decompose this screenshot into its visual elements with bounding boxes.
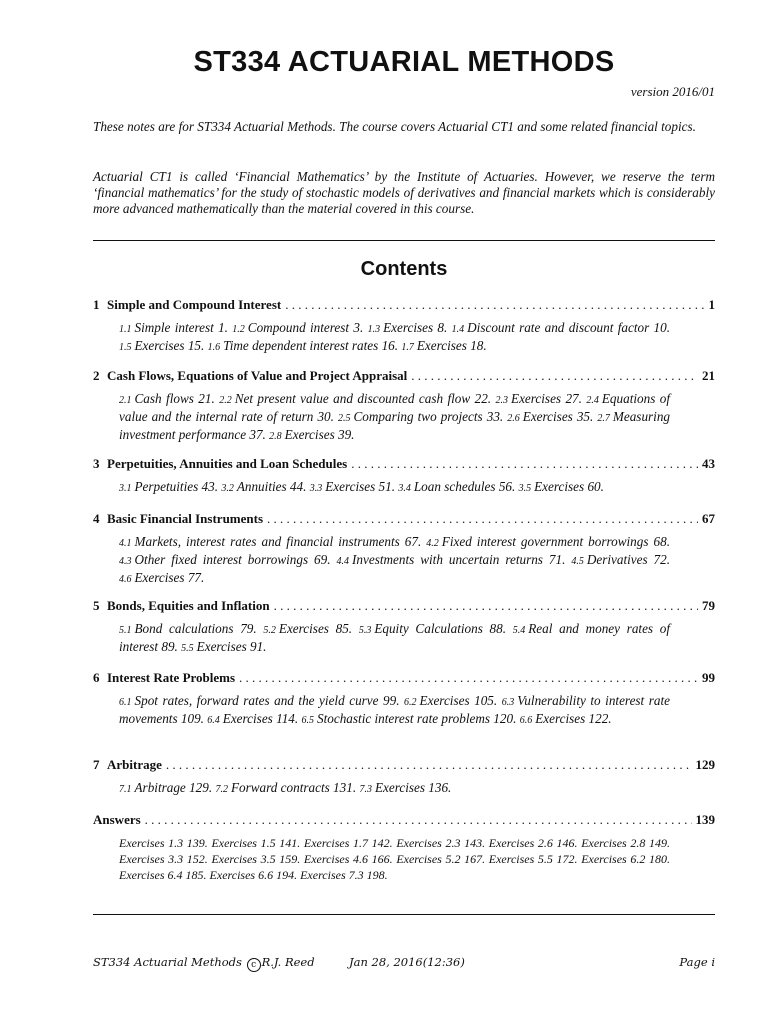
section-number: 4.4 — [336, 556, 349, 567]
section-number: 1.2 — [232, 324, 245, 335]
section-entry[interactable] — [269, 427, 354, 442]
section-entry[interactable] — [119, 780, 212, 795]
chapter-title: Interest Rate Problems — [107, 670, 236, 685]
contents-heading: Contents — [360, 258, 448, 280]
chapter-title: Basic Financial Instruments — [107, 511, 264, 526]
section-title: Exercises 91. — [196, 639, 267, 654]
section-title: Vulnerability to interest rate movements 109. — [119, 693, 670, 726]
section-number: 2.7 — [597, 413, 610, 424]
section-entry[interactable] — [215, 780, 356, 795]
section-number: 1.3 — [367, 324, 381, 335]
section-title: Exercises 15. — [134, 338, 205, 353]
intro-paragraph-2: Actuarial CT1 is called ‘Financial Mathematics’ by the Institute of Actuaries. However, we reserve the term ‘financial mathematics’ for the study of stochastic models of derivatives and financial markets which is considerably more advanced mathematically than the material covered in this course. — [93, 169, 715, 216]
toc-chapter-line[interactable] — [93, 456, 715, 472]
chapter-number: 5 — [93, 598, 100, 613]
section-entry[interactable] — [119, 479, 218, 494]
toc-chapter — [93, 757, 715, 798]
section-number: 7.1 — [119, 784, 132, 795]
section-title: Exercises 85. — [278, 621, 353, 636]
section-entry[interactable] — [571, 552, 670, 567]
section-title: Exercises 60. — [534, 479, 604, 494]
section-number: 4.1 — [119, 538, 132, 549]
chapter-number: 6 — [93, 670, 100, 685]
section-number: 2.1 — [119, 395, 132, 406]
section-entry[interactable] — [181, 639, 266, 654]
answer-entry[interactable]: Exercises 4.6 166. — [303, 852, 393, 866]
section-entry[interactable] — [119, 320, 228, 335]
section-title: Perpetuities 43. — [134, 479, 219, 494]
footer-course: ST334 Actuarial Methods — [93, 955, 242, 969]
answer-entry[interactable]: Exercises 5.2 167. — [396, 852, 486, 866]
section-list — [119, 391, 670, 445]
chapter-page-number: 67 — [702, 511, 715, 526]
section-title: Arbitrage 129. — [134, 780, 213, 795]
section-title: Annuities 44. — [236, 479, 307, 494]
answer-entry[interactable]: Exercises 6.2 180. — [581, 852, 670, 866]
section-entry[interactable] — [496, 391, 582, 406]
section-entry[interactable] — [219, 391, 491, 406]
toc-chapter — [93, 511, 715, 588]
section-list — [119, 780, 670, 798]
section-title: Net present value and discounted cash flow 22. — [234, 391, 492, 406]
section-title: Exercises 136. — [374, 780, 452, 795]
section-entry[interactable] — [207, 711, 298, 726]
section-number: 5.2 — [263, 625, 276, 636]
answer-entry[interactable]: Exercises 6.6 194. — [209, 868, 298, 882]
dot-leader — [274, 598, 698, 614]
dot-leader — [267, 511, 698, 527]
section-entry[interactable] — [119, 391, 215, 406]
section-title: Simple interest 1. — [134, 320, 228, 335]
section-title: Exercises 8. — [383, 320, 448, 335]
section-number: 3.2 — [221, 483, 234, 494]
section-list — [119, 320, 670, 356]
section-title: Exercises 39. — [284, 427, 355, 442]
section-number: 2.8 — [269, 431, 282, 442]
chapter-number: 2 — [93, 368, 100, 383]
toc-chapter-line[interactable] — [93, 368, 715, 384]
section-number: 4.5 — [571, 556, 584, 567]
section-number: 2.2 — [219, 395, 232, 406]
section-number: 6.3 — [501, 697, 515, 708]
section-title: Exercises 77. — [134, 570, 205, 585]
section-number: 5.3 — [358, 625, 372, 636]
section-number: 4.6 — [119, 574, 132, 585]
section-title: Exercises 35. — [522, 409, 594, 424]
footer-date: Jan 28, 2016(12:36) — [349, 955, 465, 969]
section-title: Bond calculations 79. — [134, 621, 257, 636]
answer-entry[interactable]: Exercises 2.3 143. — [396, 836, 486, 850]
section-title: Exercises 27. — [511, 391, 582, 406]
document-title: ST334 ACTUARIAL METHODS — [193, 46, 615, 78]
section-number: 1.6 — [207, 342, 221, 353]
section-entry[interactable] — [519, 479, 604, 494]
section-title: Exercises 18. — [416, 338, 487, 353]
chapter-page-number: 1 — [708, 297, 715, 312]
toc-chapter-line[interactable] — [93, 297, 715, 313]
section-entry[interactable] — [452, 320, 670, 335]
section-number: 5.4 — [512, 625, 526, 636]
chapter-number: 4 — [93, 511, 100, 526]
section-title: Measuring investment performance 37. — [119, 409, 671, 442]
footer-author: R.J. Reed — [261, 955, 315, 969]
intro-paragraph-1: These notes are for ST334 Actuarial Methods. The course covers Actuarial CT1 and some related financial topics. — [93, 119, 696, 134]
section-title: Real and money rates of interest 89. — [119, 621, 671, 654]
dot-leader — [166, 757, 692, 773]
section-entry[interactable] — [119, 621, 257, 636]
section-number: 6.6 — [519, 715, 533, 726]
section-number: 5.1 — [119, 625, 132, 636]
section-entry[interactable] — [119, 570, 204, 585]
section-entry[interactable] — [359, 621, 506, 636]
answer-entry[interactable]: Exercises 5.5 172. — [488, 852, 578, 866]
copyright-icon: c — [247, 958, 261, 972]
section-number: 3.3 — [309, 483, 323, 494]
answers-page-number: 139 — [695, 812, 715, 827]
section-entry[interactable] — [398, 479, 515, 494]
section-entry[interactable] — [507, 409, 593, 424]
section-number: 1.7 — [401, 342, 414, 353]
section-title: Discount rate and discount factor 10. — [467, 320, 671, 335]
dot-leader — [145, 812, 692, 828]
section-title: Investments with uncertain returns 71. — [352, 552, 566, 567]
chapter-number: 7 — [93, 757, 100, 772]
section-number: 4.3 — [119, 556, 132, 567]
section-list — [119, 479, 670, 497]
section-title: Compound interest 3. — [247, 320, 364, 335]
section-number: 2.5 — [337, 413, 351, 424]
bottom-rule — [93, 914, 715, 915]
section-title: Loan schedules 56. — [413, 479, 516, 494]
section-title: Forward contracts 131. — [230, 780, 357, 795]
section-entry[interactable] — [221, 479, 306, 494]
dot-leader — [411, 368, 698, 384]
footer-left — [93, 955, 315, 972]
section-entry[interactable] — [310, 479, 395, 494]
section-entry[interactable] — [263, 621, 352, 636]
answers-title: Answers — [93, 812, 141, 827]
section-number: 6.1 — [119, 697, 132, 708]
section-number: 7.2 — [215, 784, 228, 795]
section-entry[interactable] — [401, 338, 486, 353]
section-number: 1.5 — [119, 342, 132, 353]
footer-page-number: Page i — [679, 955, 715, 969]
section-list — [119, 621, 670, 657]
document-page — [93, 0, 715, 1024]
toc-chapter-line[interactable] — [93, 511, 715, 527]
section-entry[interactable] — [232, 320, 363, 335]
section-title: Time dependent interest rates 16. — [223, 338, 399, 353]
section-title: Markets, interest rates and financial instruments 67. — [134, 534, 422, 549]
answer-entry[interactable]: Exercises 1.5 141. — [211, 836, 301, 850]
section-title: Other fixed interest borrowings 69. — [134, 552, 331, 567]
section-number: 1.1 — [119, 324, 132, 335]
section-title: Spot rates, forward rates and the yield curve 99. — [134, 693, 400, 708]
toc-chapter-line[interactable] — [93, 598, 715, 614]
section-entry[interactable] — [119, 338, 204, 353]
dot-leader — [351, 456, 698, 472]
answer-entry[interactable]: Exercises 6.4 185. — [119, 868, 207, 882]
section-title: Exercises 105. — [419, 693, 498, 708]
section-entry[interactable] — [368, 320, 448, 335]
toc-chapter — [93, 297, 715, 356]
section-number: 3.5 — [518, 483, 532, 494]
section-entry[interactable] — [426, 534, 670, 549]
section-title: Stochastic interest rate problems 120. — [317, 711, 517, 726]
toc-chapter — [93, 670, 715, 729]
chapter-number: 1 — [93, 297, 100, 312]
section-title: Exercises 122. — [535, 711, 612, 726]
chapter-number: 3 — [93, 456, 100, 471]
dot-leader — [239, 670, 698, 686]
answer-entry[interactable]: Exercises 3.3 152. — [119, 852, 208, 866]
section-number: 2.3 — [495, 395, 509, 406]
section-title: Equity Calculations 88. — [374, 621, 507, 636]
section-entry[interactable] — [337, 552, 566, 567]
page-footer — [93, 955, 715, 971]
toc-answers — [93, 812, 715, 883]
section-entry[interactable] — [338, 409, 503, 424]
answer-entry[interactable]: Exercises 2.6 146. — [488, 836, 578, 850]
toc-answers-line[interactable] — [93, 812, 715, 828]
toc-chapter — [93, 598, 715, 657]
answer-entry[interactable]: Exercises 1.7 142. — [303, 836, 393, 850]
chapter-title: Cash Flows, Equations of Value and Project Appraisal — [107, 368, 408, 383]
section-entry[interactable] — [359, 780, 451, 795]
chapter-page-number: 99 — [702, 670, 715, 685]
section-list — [119, 534, 670, 588]
answer-entry[interactable]: Exercises 2.8 149. — [581, 836, 670, 850]
chapter-page-number: 129 — [695, 757, 715, 772]
answers-list — [119, 835, 670, 883]
toc-chapter-line[interactable] — [93, 757, 715, 773]
chapter-title: Arbitrage — [107, 757, 162, 772]
chapter-page-number: 21 — [702, 368, 715, 383]
version-label: version 2016/01 — [630, 84, 715, 99]
section-number: 6.4 — [207, 715, 220, 726]
section-entry[interactable] — [119, 552, 331, 567]
section-list — [119, 693, 670, 729]
section-number: 1.4 — [451, 324, 465, 335]
chapter-title: Bonds, Equities and Inflation — [107, 598, 270, 613]
answer-entry[interactable]: Exercises 3.5 159. — [211, 852, 301, 866]
chapter-page-number: 43 — [702, 456, 715, 471]
answer-entry[interactable]: Exercises 1.3 139. — [119, 836, 208, 850]
section-number: 5.5 — [181, 643, 194, 654]
section-number: 6.2 — [404, 697, 417, 708]
toc-chapter — [93, 456, 715, 497]
section-number: 6.5 — [301, 715, 314, 726]
section-title: Cash flows 21. — [134, 391, 215, 406]
section-number: 3.4 — [398, 483, 411, 494]
section-title: Exercises 51. — [325, 479, 396, 494]
section-title: Exercises 114. — [222, 711, 299, 726]
section-number: 3.1 — [119, 483, 132, 494]
section-entry[interactable] — [520, 711, 612, 726]
section-number: 2.6 — [507, 413, 520, 424]
toc-chapter-line[interactable] — [93, 670, 715, 686]
section-entry[interactable] — [302, 711, 517, 726]
chapter-title: Simple and Compound Interest — [107, 297, 282, 312]
section-entry[interactable] — [119, 693, 400, 708]
section-entry[interactable] — [208, 338, 398, 353]
section-title: Comparing two projects 33. — [353, 409, 504, 424]
chapter-page-number: 79 — [702, 598, 715, 613]
section-title: Equations of value and the internal rate of return 30. — [119, 391, 671, 424]
toc-chapter — [93, 368, 715, 445]
section-entry[interactable] — [404, 693, 497, 708]
top-rule — [93, 240, 715, 241]
chapter-title: Perpetuities, Annuities and Loan Schedules — [107, 456, 348, 471]
section-number: 4.2 — [426, 538, 439, 549]
section-number: 7.3 — [359, 784, 372, 795]
answer-entry[interactable]: Exercises 7.3 198. — [300, 868, 388, 882]
section-number: 2.4 — [586, 395, 599, 406]
section-title: Derivatives 72. — [586, 552, 671, 567]
dot-leader — [285, 297, 704, 313]
section-title: Fixed interest government borrowings 68. — [441, 534, 670, 549]
section-entry[interactable] — [119, 534, 421, 549]
